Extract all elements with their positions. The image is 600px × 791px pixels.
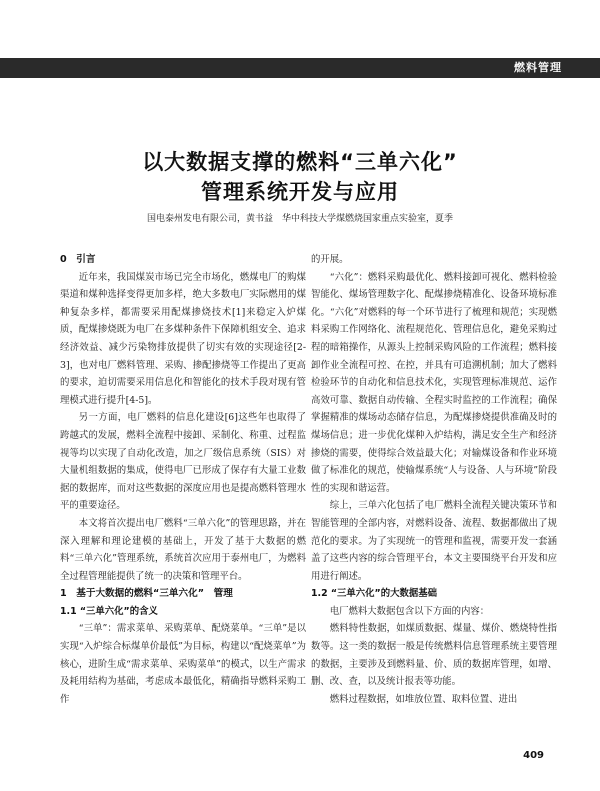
article-authors: 国电泰州发电有限公司，黄书益 华中科技大学煤燃烧国家重点实验室，夏季 [146, 214, 453, 224]
paragraph: 燃料过程数据，如堆放位置、取料位置、进出 [329, 693, 518, 705]
paragraph: 燃料特性数据，如煤质数据、煤量、煤价、燃烧特性指数等。这一类的数据一般是传统燃料信息管理系统主要管理的数据，主要涉及到燃料量、价、质的数据库管理，如增、删、改、查，以及统计报表等功能。 [311, 623, 557, 688]
paragraph: 电厂燃料大数据包含以下方面的内容： [329, 605, 490, 617]
paragraph: “六化”：燃料采购最优化、燃料接卸可视化、燃料检验智能化、煤场管理数字化、配煤掺烧精准化、设备环境标准化。“六化”对燃料的每一个环节进行了梳理和规范；实现燃料采购工作网络化、流程规范化、管理信息化，避免采购过程的暗箱操作，从源头上控制采购风险的工作流程；燃料接卸作业全流程可控、在控，并具有可追溯机制；加大了燃料检验环节的自动化和信息技术化，实现管理标准规范、运作高效可靠、数据自动传输、全程实时监控的工作流程；确保掌握精准的煤场动态储存信息，为配煤掺烧提供准确及时的煤场信息；进一步优化煤种入炉结构，满足安全生产和经济掺烧的需要，使得综合效益最大化；对输煤设备和作业环境做了标准化的规范，使输煤系统“人与设备、人与环境”阶段性的实现和谐运营。 [311, 271, 557, 494]
section-label: 燃料管理 [514, 61, 562, 74]
paragraph: “三单”：需求菜单、采购菜单、配烧菜单。“三单”是以实现“入炉综合标煤单价最低”为目标，构建以“配烧菜单”为核心，进阶生成“需求菜单、采购菜单”的模式，以生产需求及耗用结构为基础，考虑成本最低化，精确指导燃料采购工作 [60, 623, 306, 705]
subsection-heading-1-1: 1.1 “三单六化”的含义 [60, 605, 158, 617]
subsection-heading-1-2: 1.2 “三单六化”的大数据基础 [311, 588, 437, 600]
article-title-line1: 以大数据支撑的燃料“三单六化” [142, 150, 458, 174]
article-title-line2: 管理系统开发与应用 [201, 180, 399, 204]
section-heading-intro: 0 引言 [60, 254, 96, 265]
page-number: 409 [523, 750, 544, 761]
left-column [60, 251, 306, 708]
section-header-bar [0, 58, 600, 78]
paragraph: 综上，三单六化包括了电厂燃料全流程关键决策环节和智能管理的全部内容，对燃料设备、流程、数据都做出了规范化的要求。为了实现统一的管理和监视，需要开发一套涵盖了这些内容的综合管理平台，本文主要围绕平台开发和应用进行阐述。 [311, 500, 557, 582]
paragraph: 近年来，我国煤炭市场已完全市场化，燃煤电厂的购煤渠道和煤种选择变得更加多样，绝大多数电厂实际燃用的煤种复杂多样，都需要采用配煤掺烧技术[1]来稳定入炉煤质，配煤掺烧既为电厂在多煤种条件下保障机组安全、追求经济效益、减少污染物排放提供了切实有效的实现途径[2-3]，也对电厂燃料管理、采购、掺配掺烧等工作提出了更高的要求，迫切需要采用信息化和智能化的技术手段对现有管理模式进行提升[4-5]。 [60, 271, 306, 406]
paragraph: 的开展。 [311, 254, 349, 265]
section-heading-1: 1 基于大数据的燃料“三单六化” 管理 [60, 588, 233, 600]
paragraph: 本文将首次提出电厂燃料“三单六化”的管理思路，并在深入理解和理论建模的基础上，开发了基于大数据的燃料“三单六化”管理系统，系统首次应用于泰州电厂，为燃料全过程管理能提供了统一的决策和管理平台。 [60, 517, 306, 582]
paragraph: 另一方面，电厂燃料的信息化建设[6]这些年也取得了跨越式的发展，燃料全流程中接卸、采制化、称重、过程监视等均以实现了自动化改造，加之厂级信息系统（SIS）对大量机组数据的集成，使得电厂已形成了保存有大量工业数据的数据库，而对这些数据的深度应用也是提高燃料管理水平的重要途径。 [60, 412, 306, 512]
right-column [311, 251, 557, 708]
